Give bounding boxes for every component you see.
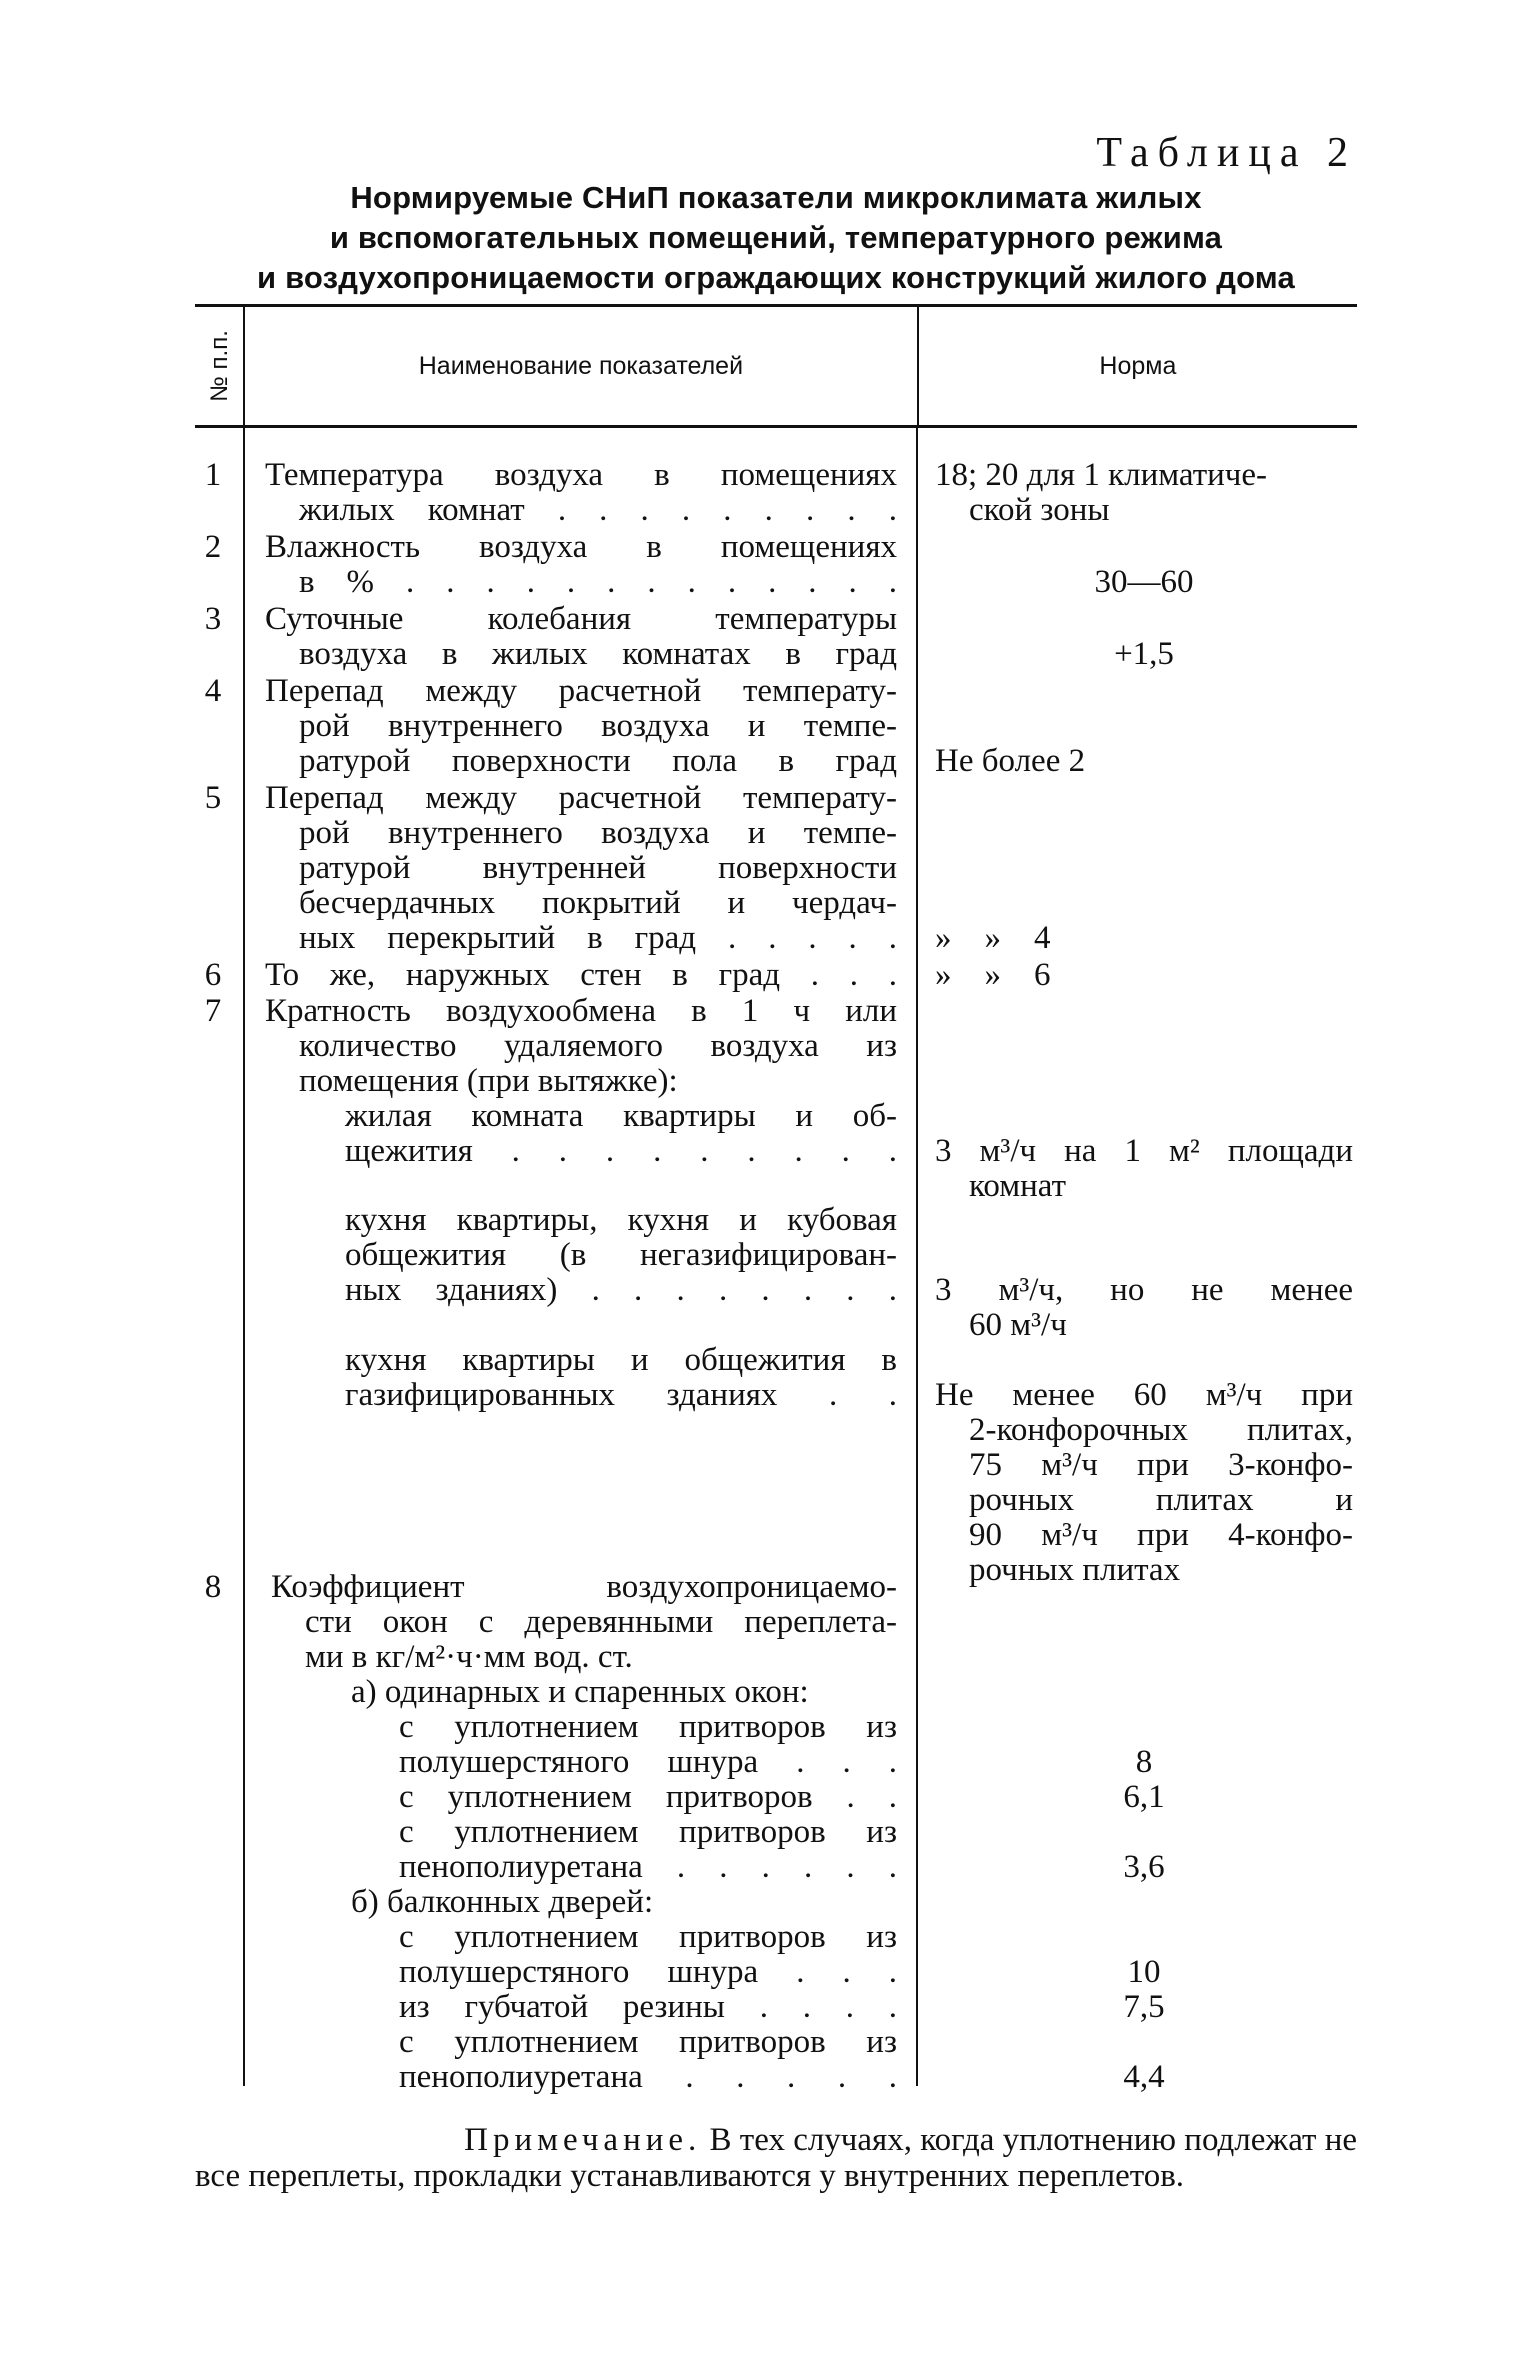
table-header <box>195 307 1357 428</box>
document <box>195 130 1357 2095</box>
table-title: Нормируемые СНиП показатели микроклимата жилых и вспомогательных помещений, температурного режима и воздухопроницаемости ограждающих конструкций жилого дома <box>257 180 1295 295</box>
column-divider <box>243 428 245 2086</box>
note-label: Примечание. <box>464 2122 702 2158</box>
column-divider <box>916 428 918 2086</box>
table-caption: Таблица 2 <box>1096 130 1357 176</box>
header-num: № п.п. <box>206 330 233 402</box>
table-body: 1 Температура воздуха в помещениях жилых комнат . . . . . . . . . 18; 20 для 1 климатиче- ской зоны 2 Влажность воздуха в помещениях в % . . . . . . . . . . . . . 30—60 3 Суточные колебания температуры воздуха в жилых комнатах в град +1,5 4 Перепад между расчетной температу- рой внутреннего воздуха и темпе- ратурой поверхности пола в град Не более 2 5 Перепад между расчетной температу- рой внутреннего воздуха и темпе- ратурой внутренней поверхности бесчердачных покрытий и чердач- ных перекрытий в град . . . . . » » 4 6 То же, наружных стен в град . . . » » 6 7 Кратность воздухообмена в 1 ч или количество удаляемого воздуха из помещения (при вытяжке): жилая комната квартиры и об- щежития . . . . . . . . . 3 м³/ч на 1 м² площади комнат кухня квартиры, кухня и кубовая общежития (в негазифицирован- ных зданиях) . . . . . . . . 3 м³/ч, но не менее 60 м³/ч кухня квартиры и общежития в газифицированных зданиях . . Не менее 60 м³/ч при 2-конфорочных плитах, 75 м³/ч при 3-конфо- рочных плитах и 90 м³/ч при 4-конфо- рочных плитах 8 Коэффициент воздухопроницаемо- сти окон с деревянными переплета- ми в кг/м²·ч·мм вод. ст. а) одинарных и спаренных окон: с уплотнением притворов из полушерстяного шнура . . . с уплотнением притворов . . с уплотнением притворов из пенополиуретана . . . . . . б) балконных дверей: с уплотнением притворов из полушерстяного шнура . . . из губчатой резины . . . . с уплотнением притворов из пенополиуретана . . . . . 8 6,1 3,6 10 7,5 4,4 <box>195 428 1357 2086</box>
header-name: Наименование показателей <box>243 307 917 425</box>
header-norm: Норма <box>917 307 1357 425</box>
table-note: Примечание. В тех случаях, когда уплотнению подлежат не все переплеты, прокладки устанавливаются у внутренних переплетов. <box>195 2122 1357 2194</box>
